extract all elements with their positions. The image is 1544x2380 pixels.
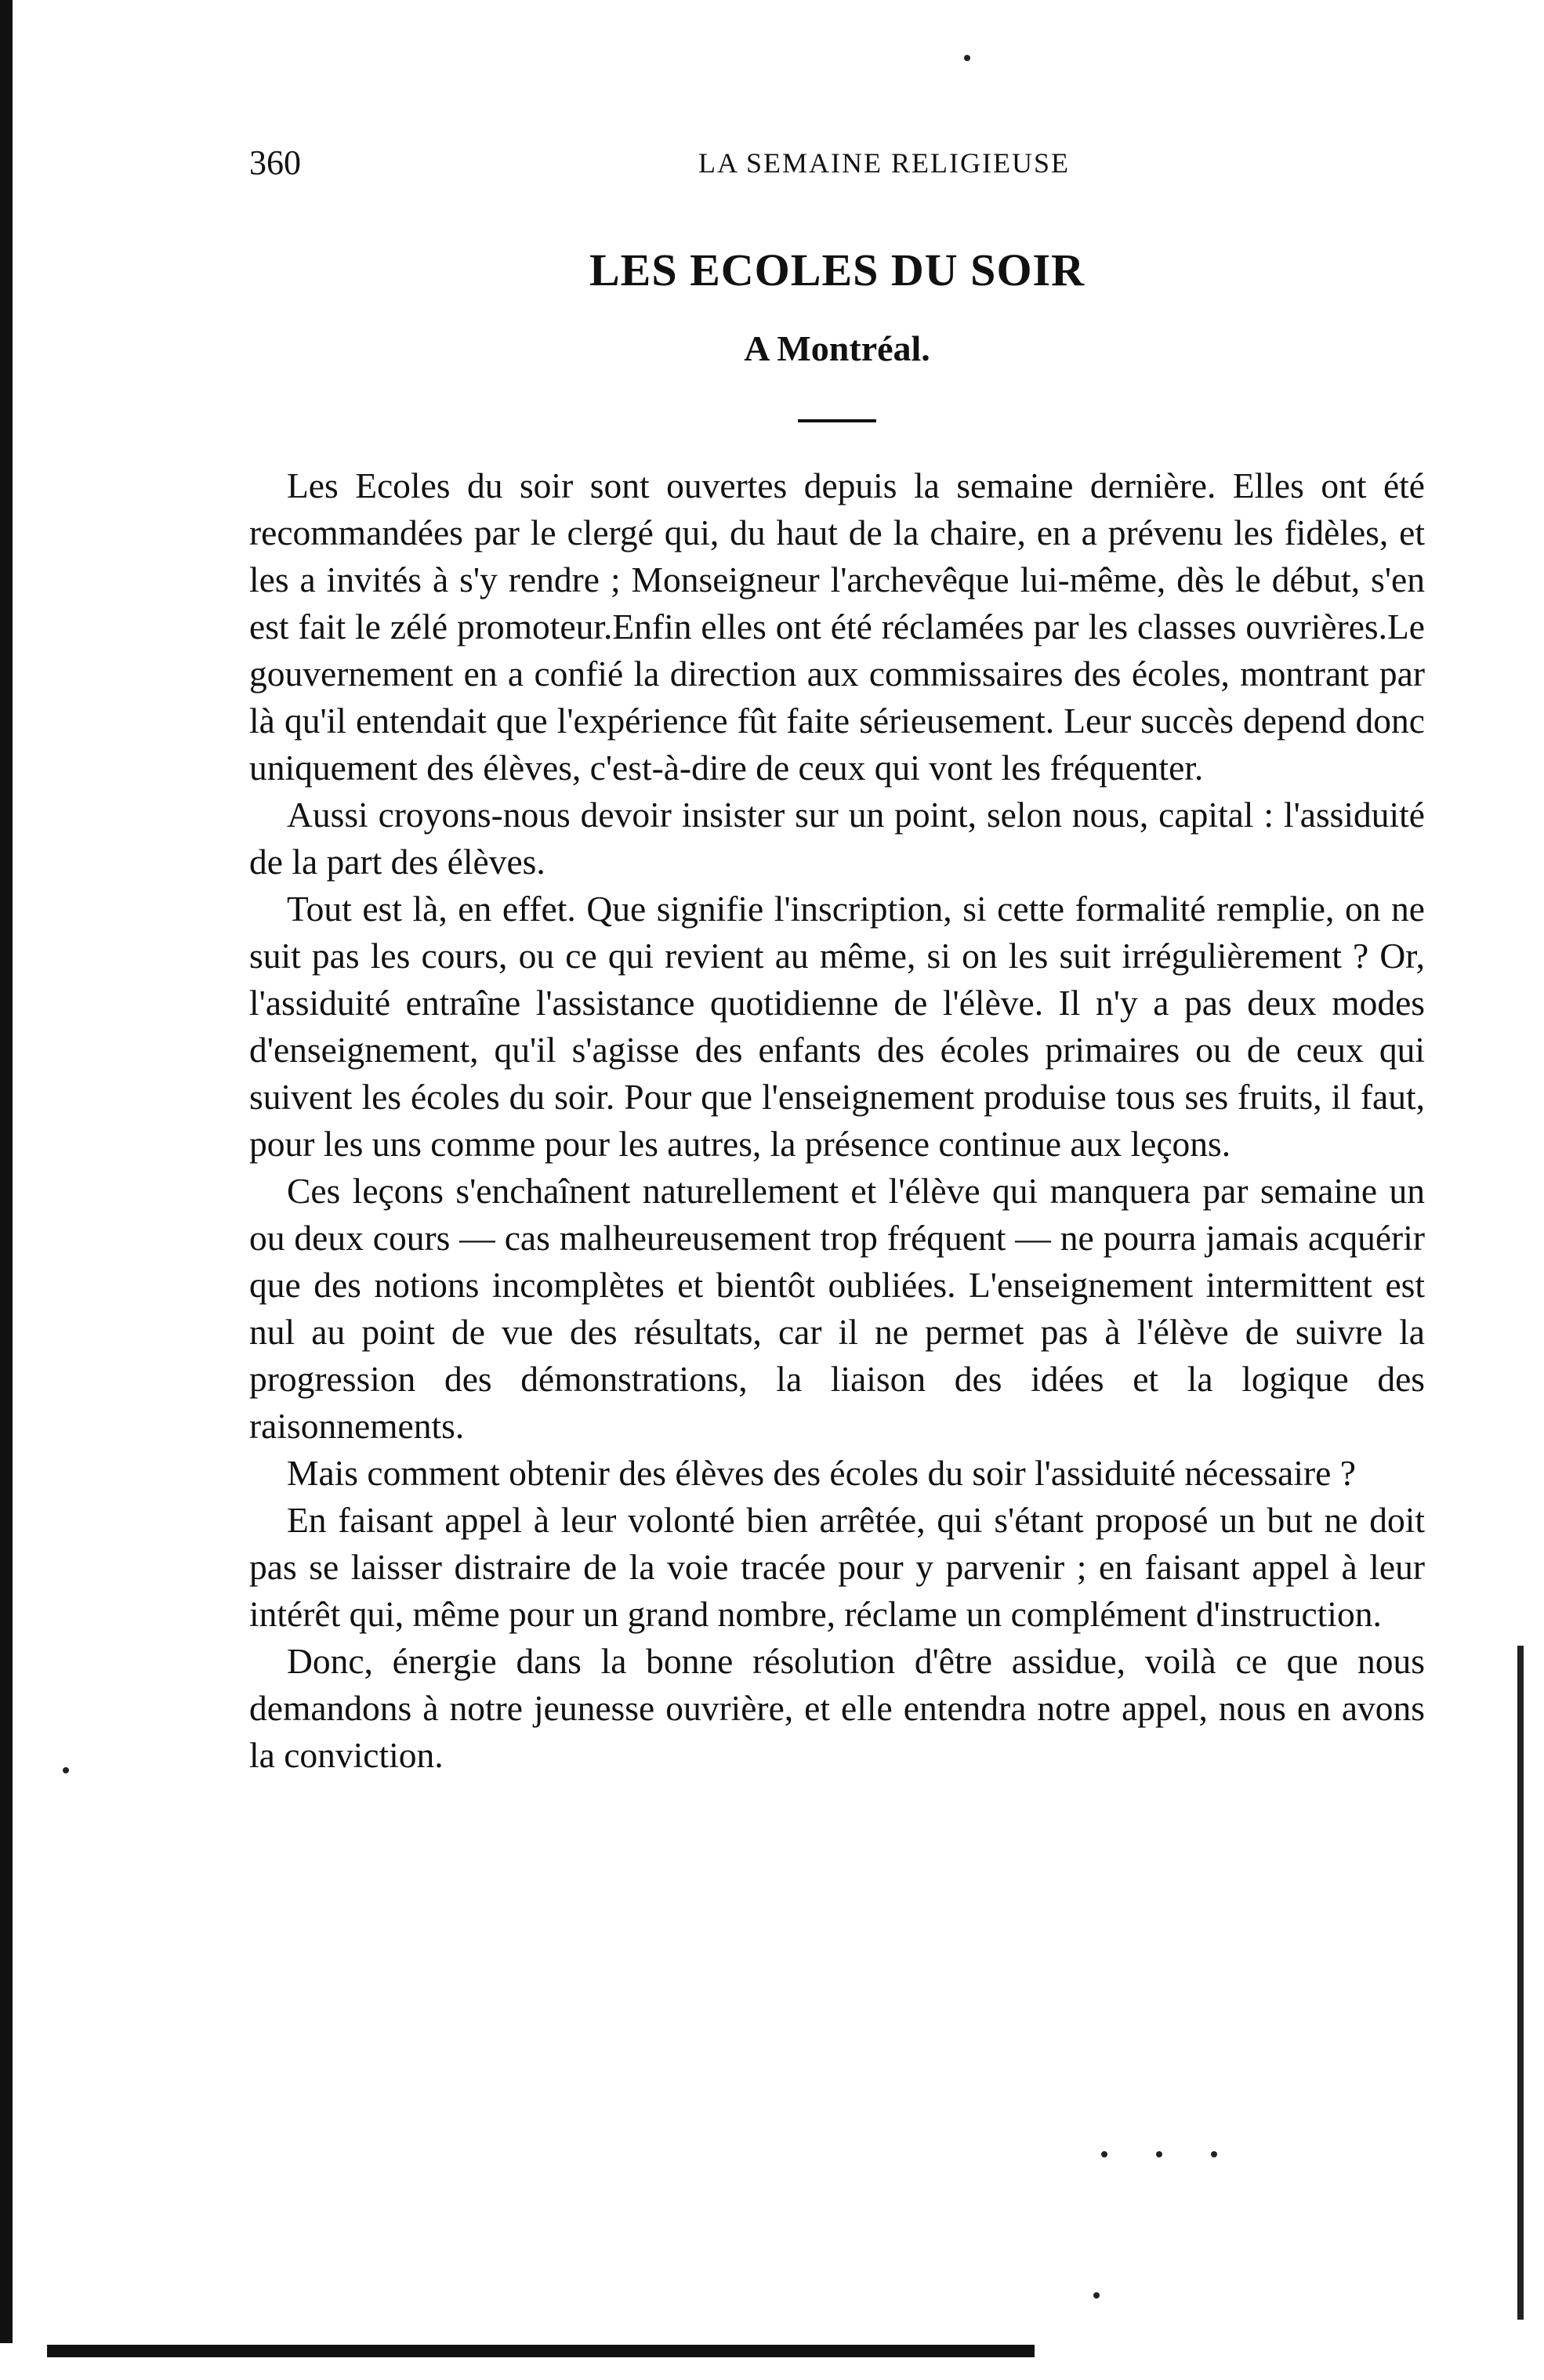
scan-speck [964, 55, 970, 61]
running-header [249, 139, 1425, 187]
scan-left-edge [0, 0, 13, 2343]
paragraph: En faisant appel à leur volonté bien arrêtée, qui s'étant proposé un but ne doit pas se laisser distraire de la voie tracée pour y parvenir ; en faisant appel à leur intérêt qui, même pour un grand nombre, réclame un complément d'instruction. [249, 1500, 1425, 1634]
scan-speck [63, 1767, 69, 1773]
paragraph: Aussi croyons-nous devoir insister sur un point, selon nous, capital : l'assiduité de la part des élèves. [249, 795, 1425, 882]
scan-speck [1211, 2151, 1217, 2157]
scan-bottom-edge [47, 2345, 1035, 2357]
paragraph: Donc, énergie dans la bonne résolution d'être assidue, voilà ce que nous demandons à notre jeunesse ouvrière, et elle entendra notre appel, nous en avons la conviction. [249, 1641, 1425, 1775]
scan-speck [1101, 2151, 1107, 2157]
paragraph: Ces leçons s'enchaînent naturellement et l'élève qui manquera par semaine un ou deux cours — cas malheureusement trop fréquent — ne pourra jamais acquérir que des notions incomplètes et bientôt oubliées. L'enseignement intermittent est nul au point de vue des résultats, car il ne permet pas à l'élève de suivre la progression des démonstrations, la liaison des idées et la logique des raisonnements. [249, 1171, 1425, 1446]
scan-speck [1156, 2151, 1162, 2157]
article-subtitle: A Montréal. [744, 328, 930, 368]
paragraph: Les Ecoles du soir sont ouvertes depuis la semaine dernière. Elles ont été recommandées par le clergé qui, du haut de la chaire, en a prévenu les fidèles, et les a invités à s'y rendre ; Monseigneur l'archevêque lui-même, dès le début, s'en est fait le zélé promoteur.Enfin elles ont été réclamées par les classes ouvrières.Le gouvernement en a confié la direction aux commissaires des écoles, montrant par là qu'il entendait que l'expérience fût faite sérieusement. Leur succès depend donc uniquement des élèves, c'est-à-dire de ceux qui vont les fréquenter. [249, 465, 1425, 788]
journal-title: LA SEMAINE RELIGIEUSE [698, 147, 1070, 179]
scan-right-edge [1517, 1646, 1524, 2320]
article-title: LES ECOLES DU SOIR [589, 245, 1086, 295]
paragraph: Mais comment obtenir des élèves des écoles du soir l'assiduité nécessaire ? [287, 1453, 1356, 1493]
paragraph: Tout est là, en effet. Que signifie l'inscription, si cette formalité remplie, on ne suit pas les cours, ou ce qui revient au même, si on les suit irrégulièrement ? Or, l'assiduité entraîne l'assistance quotidienne de l'élève. Il n'y a pas deux modes d'enseignement, qu'il s'agisse des enfants des écoles primaires ou de ceux qui suivent les écoles du soir. Pour que l'enseignement produise tous ses fruits, il faut, pour les uns comme pour les autres, la présence continue aux leçons. [249, 889, 1425, 1164]
scan-speck [1093, 2292, 1100, 2298]
page-number: 360 [249, 143, 301, 182]
title-rule [798, 419, 876, 422]
article-body [249, 462, 1425, 1779]
